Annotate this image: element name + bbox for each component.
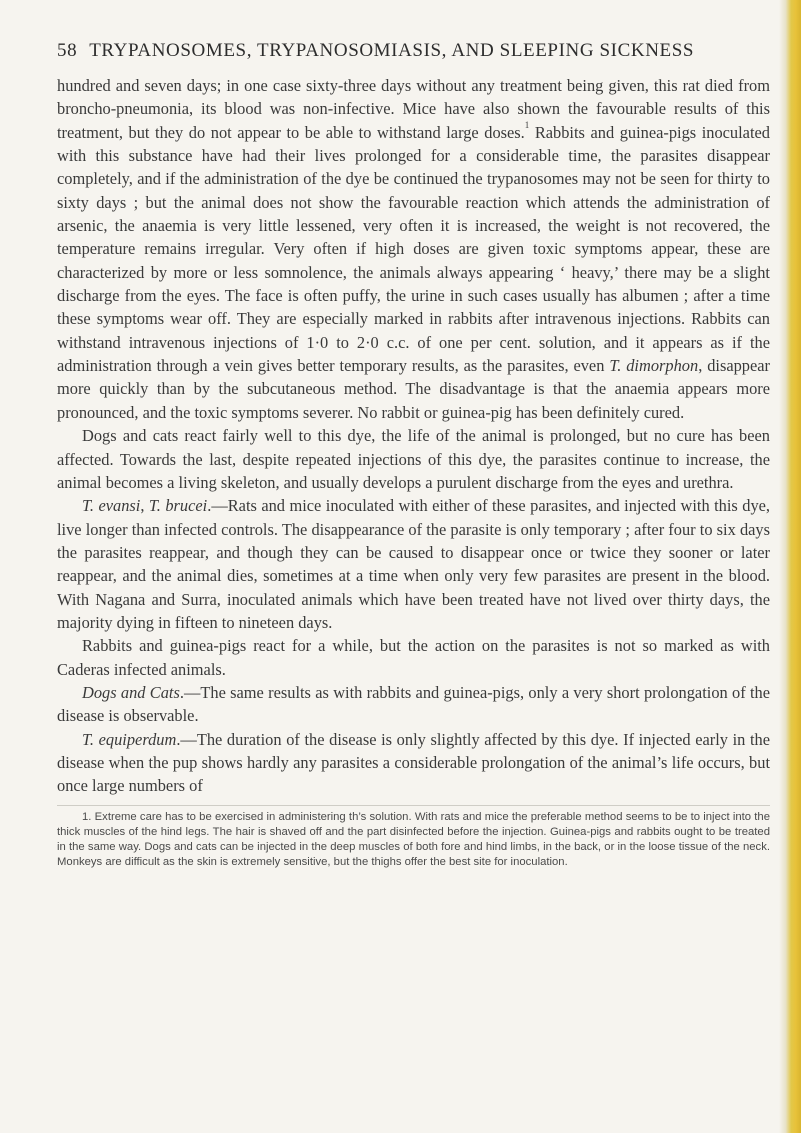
p1-text-a: hundred and seven days; in one case sixty-three days without any treatment being given, this rat died from broncho-pneumonia, its blood was non-infective. Mice have also shown the favourable results of this treatment, but they do not appear to be able to withstand large doses. [57, 76, 770, 142]
p1-text-b: Rabbits and guinea-pigs inoculated with this substance have had their lives prolonged for a considerable time, the parasites disappear completely, and if the administration of the dye be continued the trypanosomes may not be seen for thirty to sixty days ; but the animal does not show the favourable reaction which attends the administration of arsenic, the anaemia is very little lessened, very often it is increased, the weight is not recovered, the temperature remains irregular. Very often if high doses are given toxic symptoms appear, these are characterized by more or less somnolence, the animals always appearing ‘ heavy,’ there may be a slight discharge from the eyes. The face is often puffy, the urine in such cases usually has albumen ; after a time these symptoms wear off. They are especially marked in rabbits after intravenous injections. Rabbits can withstand intravenous injections of 1·0 to 2·0 c.c. of one per cent. solution, and it appears as if the administration through a vein gives better temporary results, as the parasites, even [57, 122, 770, 376]
species-t-evansi: T. evansi [82, 496, 141, 516]
running-title: TRYPANOSOMES, TRYPANOSOMIASIS, AND SLEEPING SICKNESS [89, 40, 695, 61]
p6-text: .—The duration of the disease is only slightly affected by this dye. If injected early in the disease when the pup shows hardly any parasites a considerable prolongation of the animal’s life occurs, but once large numbers of [57, 729, 771, 796]
page-number: 58 [57, 40, 78, 61]
paragraph-5 [57, 681, 770, 728]
paragraph-2: Dogs and cats react fairly well to this dye, the life of the animal is prolonged, but no cure has been affected. Towards the last, despite repeated injections of this dye, the parasites continue to increase, the animal becomes a living skeleton, and usually develops a purulent discharge from the eyes and urethra. [57, 426, 770, 492]
paragraph-6 [57, 728, 770, 798]
footnote-divider [57, 805, 770, 806]
page-edge-decoration [779, 0, 801, 1133]
p5-text: .—The same results as with rabbits and guinea-pigs, only a very short prolongation of the disease is observable. [57, 682, 770, 726]
paragraph-3 [57, 494, 770, 634]
species-t-equiperdum: T. equiperdum [82, 729, 177, 749]
species-t-dimorphon: T. dimorphon [609, 356, 699, 376]
p3-sep: , [140, 496, 149, 516]
species-t-brucei: T. brucei [148, 496, 208, 516]
running-header [57, 40, 770, 62]
book-page [57, 40, 770, 870]
p3-text: .—Rats and mice inoculated with either of these parasites, and injected with this dye, live longer than infected controls. The disappearance of the parasite is only temporary ; after four to six days the parasites reappear, and though they can be caused to disappear once or twice they sooner or later reappear, and the animal dies, sometimes at a time when only very few parasites are present in the blood. With Nagana and Surra, inoculated animals which have been treated have not lived over thirty days, the majority dying in fifteen to nineteen days. [57, 496, 771, 632]
p1-text-c: , disappear more quickly than by the subcutaneous method. The disadvantage is that the anaemia appears more pronounced, and the toxic symptoms severer. No rabbit or guinea-pig has been definitely cured. [57, 356, 770, 422]
paragraph-4: Rabbits and guinea-pigs react for a while, but the action on the parasites is not so marked as with Caderas infected animals. [57, 636, 770, 679]
section-heading-dogs-and-cats: Dogs and Cats [82, 682, 180, 702]
footnote [57, 810, 770, 871]
body-text [57, 74, 770, 798]
footnote-text: 1. Extreme care has to be exercised in administering th’s solution. With rats and mice the preferable method seems to be to inject into the thick muscles of the hind legs. The hair is shaved off and the part disinfected before the injection. Guinea-pigs and rabbits ought to be treated in the same way. Dogs and cats can be injected in the deep muscles of both fore and hind limbs, in the back, or in the loose tissue of the neck. Monkeys are difficult as the skin is extremely sensitive, but the thighs offer the best site for inoculation. [57, 810, 770, 869]
footnote-ref: 1 [524, 119, 530, 130]
paragraph-1 [57, 74, 770, 424]
